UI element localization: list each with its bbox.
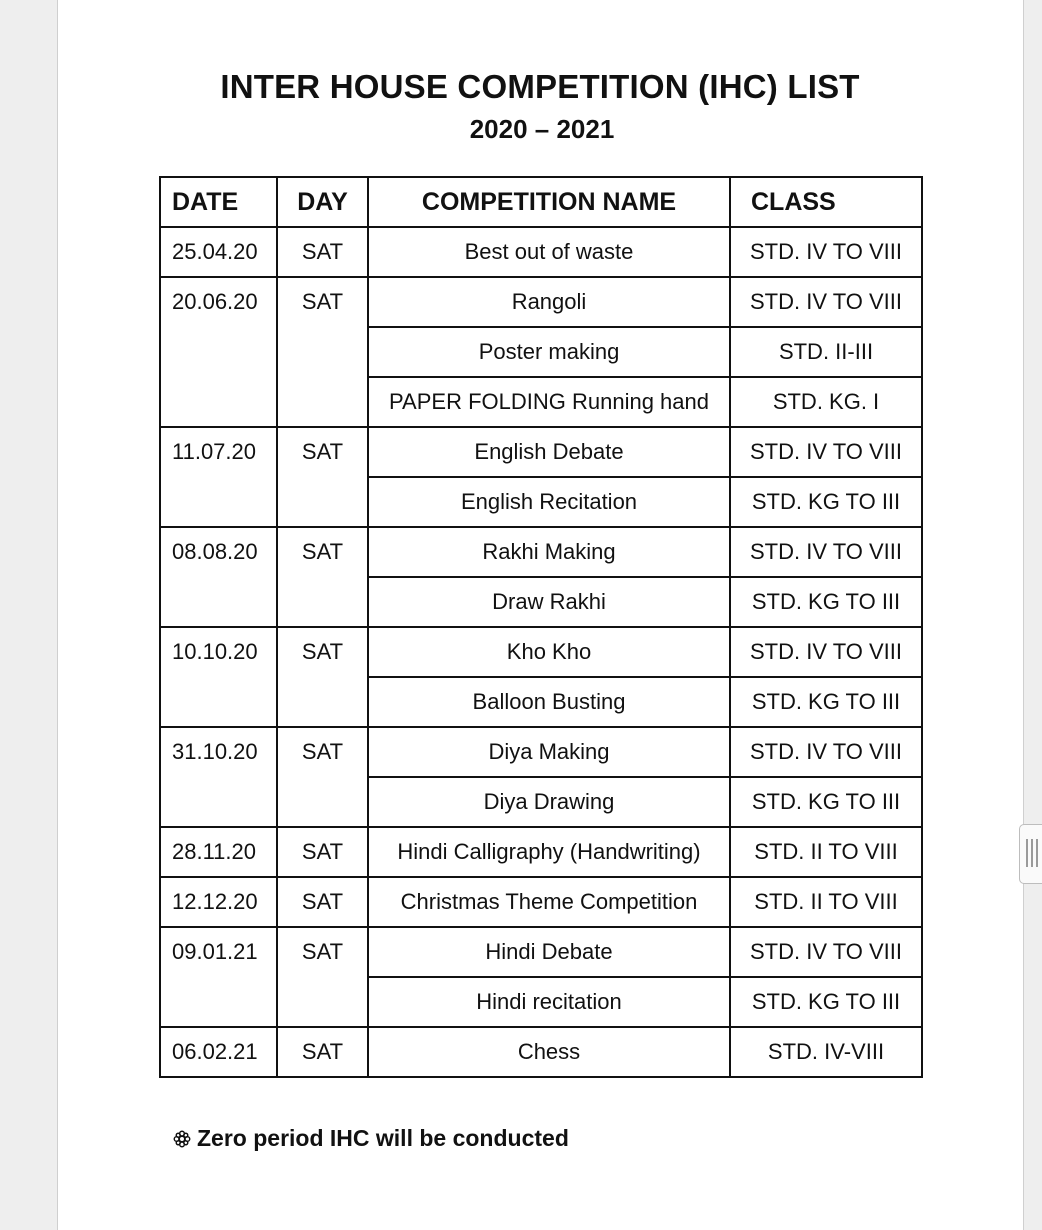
date-cell [160,377,277,427]
table-row [160,527,922,577]
page-subtitle: 2020 – 2021 [469,114,615,144]
table-row [160,577,922,627]
day-cell [277,977,368,1027]
day-cell: SAT [277,277,368,327]
competition-cell: Rakhi Making [368,527,730,577]
class-cell: STD. KG TO III [730,977,922,1027]
competition-cell: Poster making [368,327,730,377]
class-cell: STD. KG TO III [730,577,922,627]
table-row [160,677,922,727]
day-cell: SAT [277,527,368,577]
date-cell: 10.10.20 [160,627,277,677]
date-cell [160,477,277,527]
class-cell: STD. II-III [730,327,922,377]
class-cell: STD. KG TO III [730,677,922,727]
day-cell [277,377,368,427]
day-cell: SAT [277,877,368,927]
day-cell [277,577,368,627]
date-cell [160,977,277,1027]
date-cell [160,577,277,627]
competition-cell: Rangoli [368,277,730,327]
competition-cell: Chess [368,1027,730,1077]
class-cell: STD. IV TO VIII [730,927,922,977]
class-cell: STD. II TO VIII [730,827,922,877]
date-cell: 09.01.21 [160,927,277,977]
header-competition-name: COMPETITION NAME [368,177,730,227]
date-cell [160,327,277,377]
date-cell: 06.02.21 [160,1027,277,1077]
competition-cell: Kho Kho [368,627,730,677]
class-cell: STD. IV TO VIII [730,627,922,677]
table-row [160,277,922,327]
table-row [160,777,922,827]
competition-cell: English Recitation [368,477,730,527]
competition-cell: Christmas Theme Competition [368,877,730,927]
day-cell: SAT [277,727,368,777]
date-cell: 28.11.20 [160,827,277,877]
class-cell: STD. IV-VIII [730,1027,922,1077]
competition-cell: Balloon Busting [368,677,730,727]
date-cell: 12.12.20 [160,877,277,927]
date-cell [160,777,277,827]
table-header-row [160,177,922,227]
footnote-text: Zero period IHC will be conducted [197,1125,569,1151]
table-row [160,827,922,877]
competition-cell: Hindi Debate [368,927,730,977]
competition-cell: Hindi recitation [368,977,730,1027]
table-row [160,927,922,977]
class-cell: STD. II TO VIII [730,877,922,927]
class-cell: STD. IV TO VIII [730,727,922,777]
date-cell: 08.08.20 [160,527,277,577]
day-cell [277,677,368,727]
day-cell [277,477,368,527]
day-cell: SAT [277,927,368,977]
competition-cell: Hindi Calligraphy (Handwriting) [368,827,730,877]
competition-cell: Diya Drawing [368,777,730,827]
competition-cell: English Debate [368,427,730,477]
day-cell: SAT [277,627,368,677]
class-cell: STD. IV TO VIII [730,427,922,477]
table-row [160,477,922,527]
day-cell [277,327,368,377]
date-cell: 25.04.20 [160,227,277,277]
day-cell: SAT [277,227,368,277]
class-cell: STD. KG TO III [730,777,922,827]
table-row [160,977,922,1027]
class-cell: STD. KG. I [730,377,922,427]
table-row [160,377,922,427]
class-cell: STD. IV TO VIII [730,527,922,577]
table-row [160,877,922,927]
class-cell: STD. IV TO VIII [730,277,922,327]
header-date: DATE [160,177,277,227]
competition-cell: Diya Making [368,727,730,777]
table-row [160,327,922,377]
class-cell: STD. KG TO III [730,477,922,527]
competition-table [159,176,923,1078]
table-row [160,227,922,277]
scroll-handle[interactable] [1019,824,1042,884]
table-row [160,1027,922,1077]
day-cell: SAT [277,427,368,477]
flower-bullet-icon [173,1130,191,1148]
day-cell [277,777,368,827]
page-title: INTER HOUSE COMPETITION (IHC) LIST [220,68,860,105]
table-row [160,727,922,777]
footnote [173,1125,569,1152]
competition-cell: PAPER FOLDING Running hand [368,377,730,427]
date-cell: 11.07.20 [160,427,277,477]
date-cell [160,677,277,727]
header-day: DAY [277,177,368,227]
header-class: CLASS [730,177,922,227]
date-cell: 31.10.20 [160,727,277,777]
day-cell: SAT [277,827,368,877]
date-cell: 20.06.20 [160,277,277,327]
table-row [160,427,922,477]
class-cell: STD. IV TO VIII [730,227,922,277]
competition-cell: Best out of waste [368,227,730,277]
competition-cell: Draw Rakhi [368,577,730,627]
table-row [160,627,922,677]
day-cell: SAT [277,1027,368,1077]
